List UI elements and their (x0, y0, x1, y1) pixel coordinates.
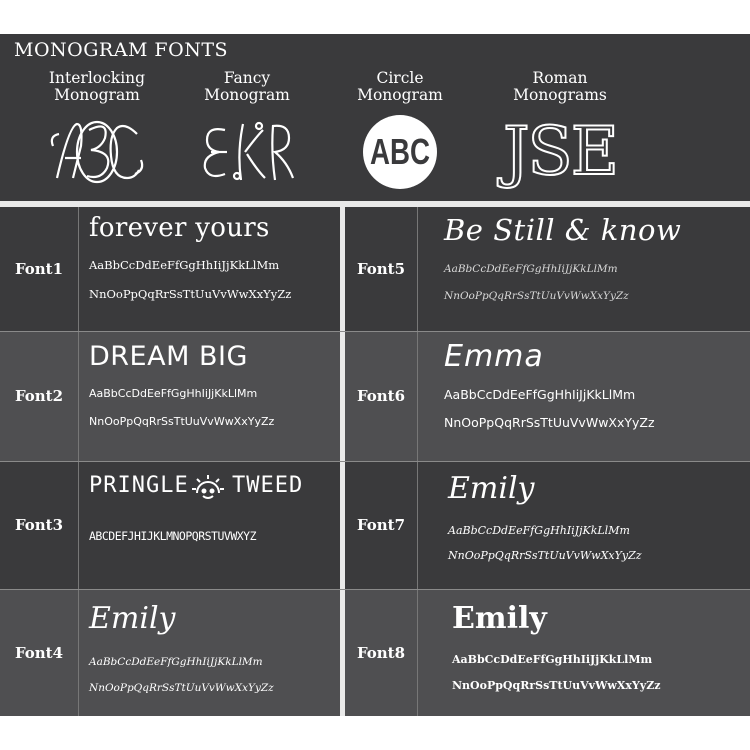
font5-sample-text: Be Still & know (444, 213, 682, 247)
fancy-monogram-art (172, 112, 322, 192)
font8-alphabet-line1: AaBbCcDdEeFfGgHhIiJjKkLlMm (452, 653, 653, 666)
font3-name: Font3 (14, 516, 64, 534)
circle-monogram-label: Circle Monogram (357, 69, 443, 104)
font7-sample-text: Emily (448, 471, 535, 506)
circle-monogram-style (325, 70, 475, 192)
font7-sample (418, 461, 750, 589)
font2-sample (79, 331, 340, 461)
circle-monogram-art (325, 112, 475, 192)
roman-monogram-art (485, 112, 635, 192)
font8-sample-text: Emily (452, 601, 547, 636)
fancy-monogram-style (172, 70, 322, 192)
fancy-monogram-label: Fancy Monogram (204, 69, 290, 104)
monogram-font-sheet (0, 34, 750, 716)
font4-alphabet-line2: NnOoPpQqRrSsTtUuVvWwXxYyZz (89, 682, 274, 694)
font4-alphabet-line1: AaBbCcDdEeFfGgHhIiJjKkLlMm (89, 656, 263, 668)
monogram-styles-header (0, 34, 750, 201)
font6-sample-text: Emma (444, 339, 544, 374)
font1-alphabet-line2: NnOoPpQqRrSsTtUuVvWwXxYyZz (89, 287, 292, 301)
font4-sample-text: Emily (89, 601, 176, 636)
font3-sample-left: PRINGLE (89, 473, 189, 498)
interlocking-monogram-style (22, 70, 172, 192)
font7-name: Font7 (356, 516, 406, 534)
font2-alphabet-line2: NnOoPpQqRrSsTtUuVvWwXxYyZz (89, 415, 275, 428)
font2-name: Font2 (14, 387, 64, 405)
font5-alphabet-line2: NnOoPpQqRrSsTtUuVvWwXxYyZz (444, 290, 629, 302)
font2-sample-text: DREAM BIG (89, 341, 248, 372)
font4-name: Font4 (14, 643, 64, 662)
roman-monogram-style (485, 70, 635, 192)
font5-alphabet-line1: AaBbCcDdEeFfGgHhIiJjKkLlMm (444, 263, 618, 275)
font1-sample-text: forever yours (89, 213, 270, 243)
sun-icon (191, 473, 225, 507)
font6-alphabet-line2: NnOoPpQqRrSsTtUuVvWwXxYyZz (444, 415, 655, 430)
font3-alphabet-line1: ABCDEFJHIJKLMNOPQRSTUVWXYZ (89, 529, 257, 543)
font7-alphabet-line1: AaBbCcDdEeFfGgHhIiJjKkLlMm (448, 524, 630, 537)
roman-monogram-letters: JSE (503, 113, 617, 190)
font8-alphabet-line2: NnOoPpQqRrSsTtUuVvWwXxYyZz (452, 679, 661, 692)
font7-alphabet-line2: NnOoPpQqRrSsTtUuVvWwXxYyZz (448, 549, 642, 562)
font1-sample (79, 207, 340, 331)
font6-name: Font6 (356, 387, 406, 405)
interlocking-monogram-art (22, 112, 172, 192)
font1-alphabet-line1: AaBbCcDdEeFfGgHhIiJjKkLlMm (89, 258, 280, 272)
font8-sample (418, 589, 750, 716)
circle-monogram-letters: ABC (370, 131, 430, 172)
interlocking-monogram-label: Interlocking Monogram (48, 69, 146, 104)
font2-alphabet-line1: AaBbCcDdEeFfGgHhIiJjKkLlMm (89, 387, 258, 400)
monogram-fonts-title: MONOGRAM FONTS (14, 39, 229, 61)
font4-sample (79, 589, 340, 716)
font5-name: Font5 (356, 260, 406, 278)
roman-monogram-label: Roman Monograms (513, 69, 607, 104)
font5-sample (418, 207, 750, 331)
font6-sample (418, 331, 750, 461)
font1-name: Font1 (14, 260, 64, 278)
font6-alphabet-line1: AaBbCcDdEeFfGgHhIiJjKkLlMm (444, 387, 636, 402)
font8-name: Font8 (356, 643, 406, 662)
font3-sample-right: TWEED (232, 473, 304, 498)
